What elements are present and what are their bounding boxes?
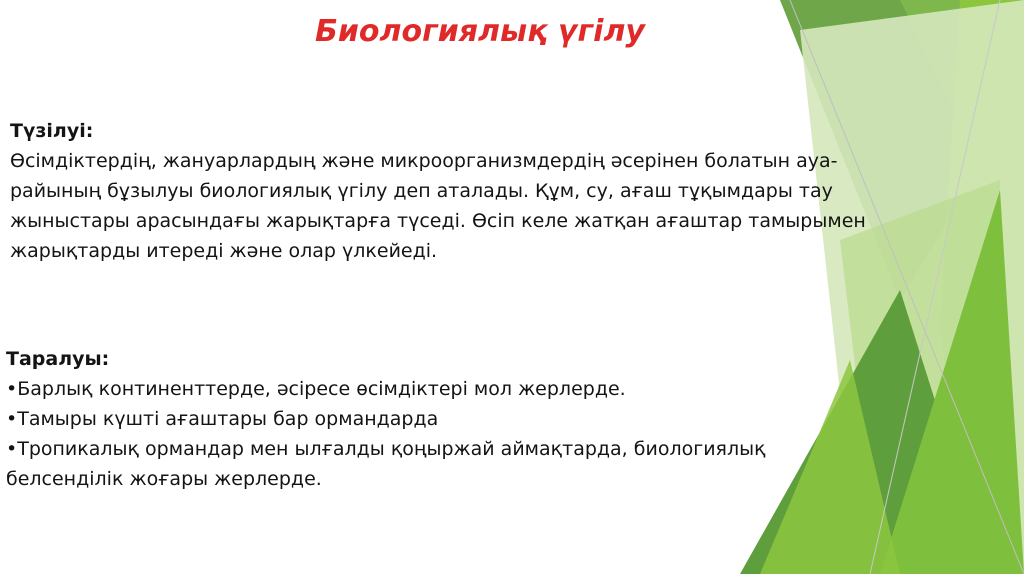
formation-line: райының бұзылуы биологиялық үгілу деп аталады. Құм, су, ағаш тұқымдары тау	[10, 180, 833, 202]
distribution-item: •Тропикалық ормандар мен ылғалды қоңыржай аймақтарда, биологиялық	[6, 438, 766, 460]
formation-line: Өсімдіктердің, жануарлардың және микроорганизмдердің әсерінен болатын ауа-	[10, 150, 838, 172]
distribution-heading: Таралуы:	[6, 348, 110, 370]
formation-line: жарықтарды итереді және олар үлкейеді.	[10, 240, 438, 262]
formation-heading: Түзілуі:	[10, 120, 94, 142]
distribution-item: •Тамыры күшті ағаштары бар ормандарда	[6, 408, 439, 430]
distribution-item: •Барлық континенттерде, әсіресе өсімдіктері мол жерлерде.	[6, 378, 626, 400]
slide-title: Биологиялық үгілу	[315, 14, 645, 49]
distribution-section	[6, 344, 986, 494]
formation-section	[10, 116, 1000, 266]
distribution-item: белсенділік жоғары жерлерде.	[6, 468, 322, 490]
formation-line: жыныстары арасындағы жарықтарға түседі. Өсіп келе жатқан ағаштар тамырымен	[10, 210, 866, 232]
